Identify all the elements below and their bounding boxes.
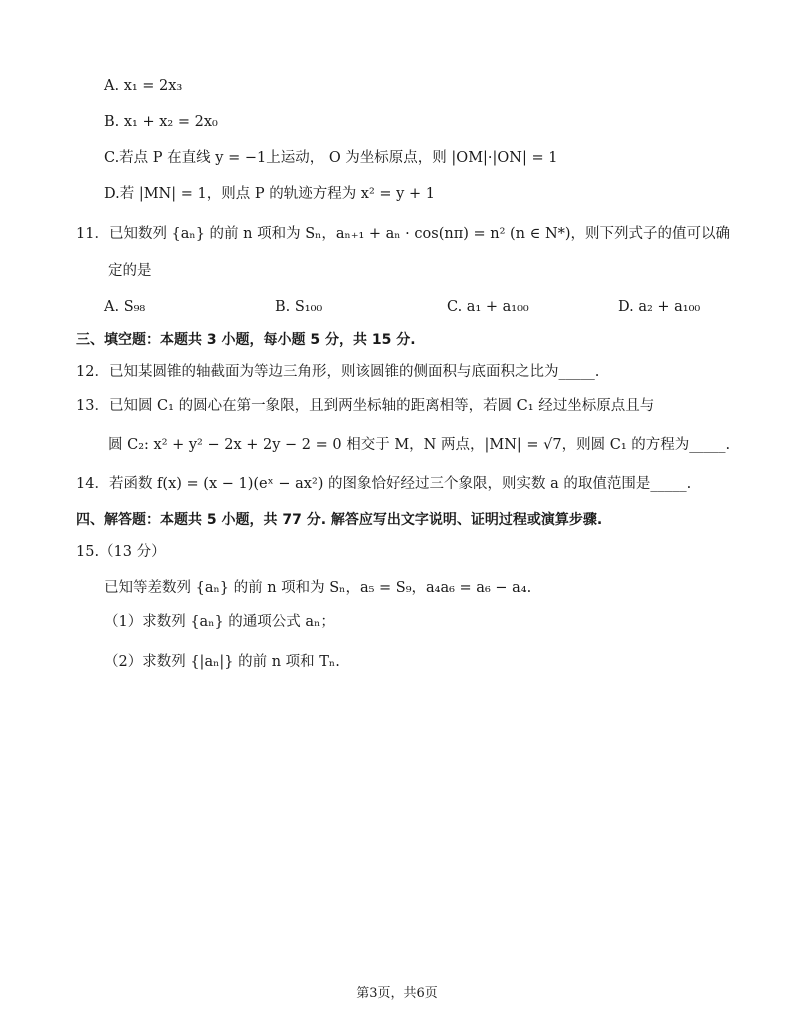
question12: 12．已知某圆锥的轴截面为等边三角形，则该圆锥的侧面积与底面积之比为_____. [76, 364, 600, 380]
question13-line1: 13．已知圆 C₁ 的圆心在第一象限，且到两坐标轴的距离相等，若圆 C₁ 经过坐标原点且与 [76, 398, 655, 414]
question10-option-a: A. x₁ = 2x₃ [104, 78, 183, 94]
question15-header: 15.（13 分） [76, 544, 166, 560]
question10-option-b: B. x₁ + x₂ = 2x₀ [104, 114, 218, 130]
question10-option-d: D.若 |MN| = 1，则点 P 的轨迹方程为 x² = y + 1 [104, 186, 435, 202]
question13-line2: 圆 C₂: x² + y² − 2x + 2y − 2 = 0 相交于 M，N 两点，|MN| = √7，则圆 C₁ 的方程为_____. [108, 437, 731, 453]
question11-option-a: A. S₉₈ [104, 299, 146, 315]
question11-stem-line2: 定的是 [108, 263, 152, 279]
question14: 14．若函数 f(x) = (x − 1)(eˣ − ax²) 的图象恰好经过三个象限，则实数 a 的取值范围是_____. [76, 476, 692, 492]
question10-option-c: C.若点 P 在直线 y = −1上运动， O 为坐标原点，则 |OM|·|ON| = 1 [104, 150, 558, 166]
question15-stem: 已知等差数列 {aₙ} 的前 n 项和为 Sₙ，a₅ = S₉，a₄a₆ = a₆ − a₄. [104, 580, 532, 596]
question15-part1: （1）求数列 {aₙ} 的通项公式 aₙ； [104, 614, 335, 630]
question11-stem-line1: 11．已知数列 {aₙ} 的前 n 项和为 Sₙ，aₙ₊₁ + aₙ · cos(nπ) = n² (n ∈ N*)，则下列式子的值可以确 [76, 226, 731, 242]
page-footer: 第3页，共6页 [356, 986, 438, 1001]
question11-option-b: B. S₁₀₀ [275, 299, 323, 315]
question11-option-d: D. a₂ + a₁₀₀ [618, 299, 701, 315]
question15-part2: （2）求数列 {|aₙ|} 的前 n 项和 Tₙ. [104, 654, 340, 670]
section4-header: 四、解答题：本题共 5 小题，共 77 分. 解答应写出文字说明、证明过程或演算步骤. [76, 512, 603, 528]
section3-header: 三、填空题：本题共 3 小题，每小题 5 分，共 15 分. [76, 332, 416, 348]
question11-option-c: C. a₁ + a₁₀₀ [447, 299, 529, 315]
